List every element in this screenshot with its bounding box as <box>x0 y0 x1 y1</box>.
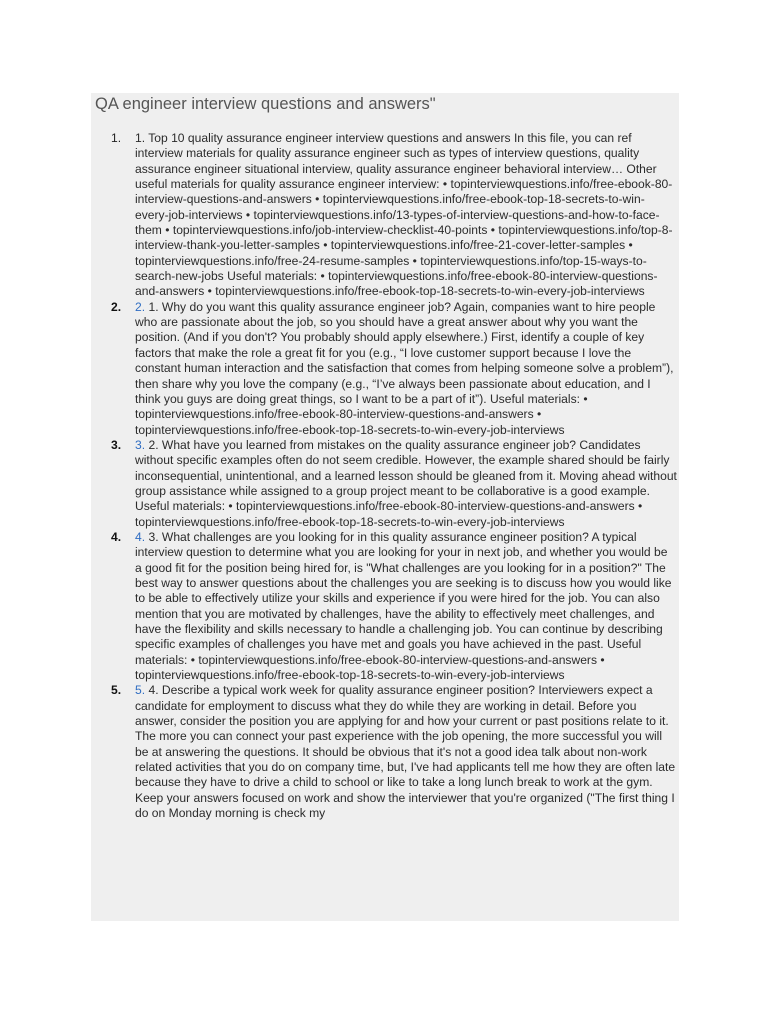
list-item-text: 1. Top 10 quality assurance engineer interview questions and answers In this file, you can ref interview materials for quality assurance engineer such as types of interview questions, quality assurance engineer situational interview, quality assurance engineer behavioral interview… Other useful materials for quality assurance engineer interview: • topinterviewquestions.info/free-ebook-80-interview-questions-and-answers • topinterviewquestions.info/free-ebook-top-18-secrets-to-win-every-job-interviews • topinterviewquestions.info/13-types-of-interview-questions-and-how-to-face-them • topinterviewquestions.info/job-interview-checklist-40-points • topinterviewquestions.info/top-8-interview-thank-you-letter-samples • topinterviewquestions.info/free-21-cover-letter-samples • topinterviewquestions.info/free-24-resume-samples • topinterviewquestions.info/top-15-ways-to-search-new-jobs Useful materials: • topinterviewquestions.info/free-ebook-80-interview-questions-and-answers • topinterviewquestions.info/free-ebook-top-18-secrets-to-win-every-job-interviews <box>135 131 673 299</box>
question-list <box>91 131 679 821</box>
list-item <box>91 438 679 530</box>
list-item-number: 5. <box>111 683 122 698</box>
document-title: QA engineer interview questions and answers" <box>95 95 436 113</box>
list-item-number: 1. <box>111 131 122 145</box>
list-item-text: 4. Describe a typical work week for quality assurance engineer position? Interviewers expect a candidate for employment to discuss what they do while they are working in detail. Before you answer, consider the position you are applying for and how your current or past positions relate to it. The more you can connect your past experience with the job opening, the more successful you will be at answering the questions. It should be obvious that it's not a good idea talk about non-work related activities that you do on company time, but, I've had applicants tell me how they are often late because they have to drive a child to school or like to take a long lunch break to work at the gym. Keep your answers focused on work and show the interviewer that you're organized ("The first thing I do on Monday morning is check my <box>135 683 676 821</box>
document-page <box>91 93 679 921</box>
item-link[interactable]: 5. <box>135 683 146 698</box>
list-item <box>91 131 679 300</box>
list-item-number: 2. <box>111 299 122 314</box>
list-item-text: 1. Why do you want this quality assurance engineer job? Again, companies want to hire people who are passionate about the job, so you should have a great answer about why you want the position. (And if you don't? You probably should apply elsewhere.) First, identify a couple of key factors that make the role a great fit for you (e.g., “I love customer support because I love the constant human interaction and the satisfaction that comes from helping someone solve a problem”), then share why you love the company (e.g., “I’ve always been passionate about education, and I think you guys are doing great things, so I want to be a part of it”). Useful materials: • topinterviewquestions.info/free-ebook-80-interview-questions-and-answers • topinterviewquestions.info/free-ebook-top-18-secrets-to-win-every-job-interviews <box>135 299 674 437</box>
list-item <box>91 683 679 821</box>
list-item-text: 3. What challenges are you looking for in this quality assurance engineer position? A typical interview question to determine what you are looking for your in next job, and whether you would be a good fit for the position being hired for, is "What challenges are you looking for in a position?" The best way to answer questions about the challenges you are seeking is to discuss how you would like to be able to effectively utilize your skills and experience if you were hired for the job. You can also mention that you are motivated by challenges, have the ability to effectively meet challenges, and have the flexibility and skills necessary to handle a challenging job. You can continue by describing specific examples of challenges you have met and goals you have achieved in the past. Useful materials: • topinterviewquestions.info/free-ebook-80-interview-questions-and-answers • topinterviewquestions.info/free-ebook-top-18-secrets-to-win-every-job-interviews <box>135 529 672 683</box>
list-item-number: 3. <box>111 437 122 452</box>
item-link[interactable]: 2. <box>135 299 146 314</box>
list-item <box>91 530 679 683</box>
list-item-number: 4. <box>111 529 122 544</box>
item-link[interactable]: 3. <box>135 437 146 452</box>
list-item <box>91 300 679 438</box>
list-item-text: 2. What have you learned from mistakes on the quality assurance engineer job? Candidates without specific examples often do not seem credible. However, the example shared should be fairly inconsequential, unintentional, and a learned lesson should be gleaned from it. Moving ahead without group assistance while assigned to a group project meant to be collaborative is a good example. Useful materials: • topinterviewquestions.info/free-ebook-80-interview-questions-and-answers • topinterviewquestions.info/free-ebook-top-18-secrets-to-win-every-job-interviews <box>135 437 677 529</box>
item-link[interactable]: 4. <box>135 529 146 544</box>
